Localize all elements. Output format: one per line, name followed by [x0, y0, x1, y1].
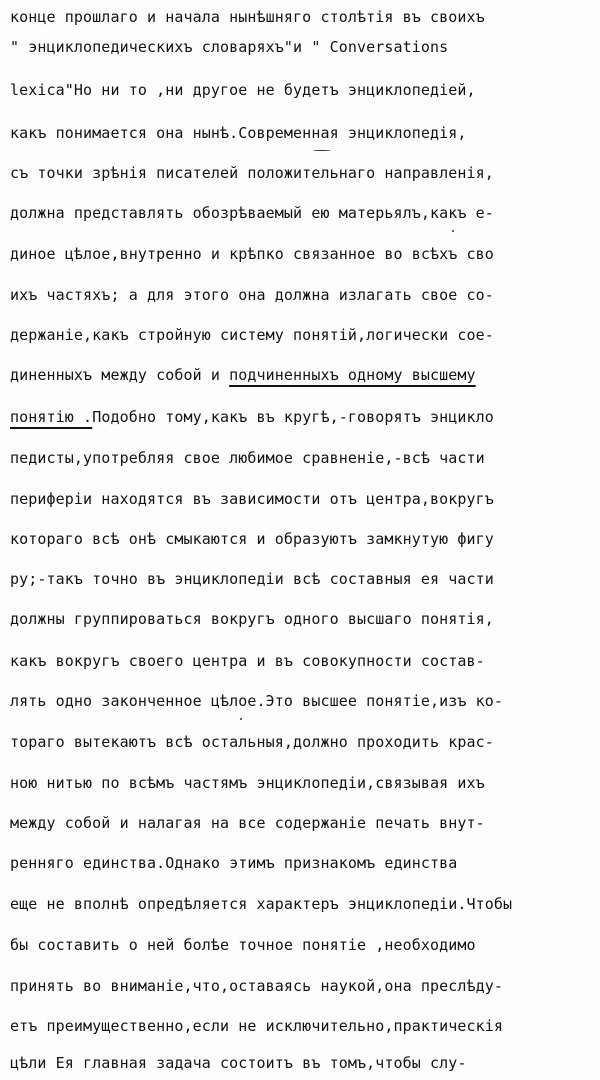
text-line-16: должны группироваться вокругъ одного высшаго понятія,	[10, 610, 494, 628]
scan-speck	[240, 718, 242, 720]
text-line-13: периферіи находятся въ зависимости отъ центра,вокругъ	[10, 490, 494, 508]
text-line-24: бы составить о ней болѣе точное понятiе ,необходимо	[10, 936, 476, 954]
text-line-12: педисты,употребляя свое любимое сравненіе,-всѣ части	[10, 449, 485, 467]
text-line-10-start: диненныхъ между собой и	[10, 366, 230, 384]
text-line-20: ною нитью по всѣмъ частямъ энциклопедіи,связывая ихъ	[10, 774, 485, 792]
text-line-5: съ точки зрѣнія писателей положительнаго направленія,	[10, 164, 494, 182]
text-line-18: лять одно законченное цѣлое.Это высшее понятіе,изъ ко-	[10, 692, 504, 710]
scan-speck	[313, 150, 331, 151]
text-line-15: ру;-такъ точно въ энциклопедiи всѣ составныя ея части	[10, 570, 494, 588]
text-line-26: етъ преимущественно,если не исключительно,практическія	[10, 1017, 504, 1035]
text-line-11-end: Подобно тому,какъ въ кругѣ,-говорятъ энцикло	[92, 408, 494, 426]
text-line-7: диное цѣлое,внутренно и крѣпко связанное во всѣхъ сво	[10, 245, 494, 263]
text-line-25: принять во вниманiе,что,оставаясь наукой,она преслѣду-	[10, 977, 504, 995]
text-line-4: какъ понимается она нынѣ.Современная энциклопедія,	[10, 124, 467, 142]
text-line-19: тораго вытекаютъ всѣ остальныя,должно проходить крас-	[10, 733, 494, 751]
text-line-14: котораго всѣ онѣ смыкаются и образуютъ замкнутую фигу	[10, 530, 494, 548]
text-line-23: еще не вполнѣ опредѣляется характеръ энциклопедiи.Чтобы	[10, 895, 513, 913]
text-line-1: конце прошлаго и начала нынѣшняго столѣтія въ своихъ	[10, 8, 485, 26]
text-line-2: " энциклопедическихъ словаряхъ"и " Conversations	[10, 38, 449, 56]
text-line-17: какъ вокругъ своего центра и въ совокупности состав-	[10, 652, 485, 670]
underlined-phrase-1: подчиненныхъ одному высшему	[229, 366, 476, 384]
text-line-9: держанiе,какъ стройную систему понятій,логически сое-	[10, 326, 494, 344]
text-line-8: ихъ частяхъ; а для этого она должна излагать свое со-	[10, 286, 494, 304]
text-line-11	[10, 400, 598, 434]
underlined-phrase-2: понятію .	[10, 408, 93, 426]
scan-speck	[452, 230, 454, 232]
text-line-3: lexica"Но ни то ,ни другое не будетъ энциклопедiей,	[10, 81, 476, 99]
text-line-21: между собой и налагая на все содержанiе печать внут-	[10, 814, 485, 832]
text-line-10	[10, 358, 598, 392]
text-line-22: ренняго единства.Однако этимъ признакомъ единства	[10, 854, 458, 872]
text-line-6: должна представлять обозрѣваемый ею матерьялъ,какъ е-	[10, 204, 494, 222]
text-line-27: цѣли Ея главная задача состоитъ въ томъ,чтобы слу-	[10, 1054, 467, 1072]
